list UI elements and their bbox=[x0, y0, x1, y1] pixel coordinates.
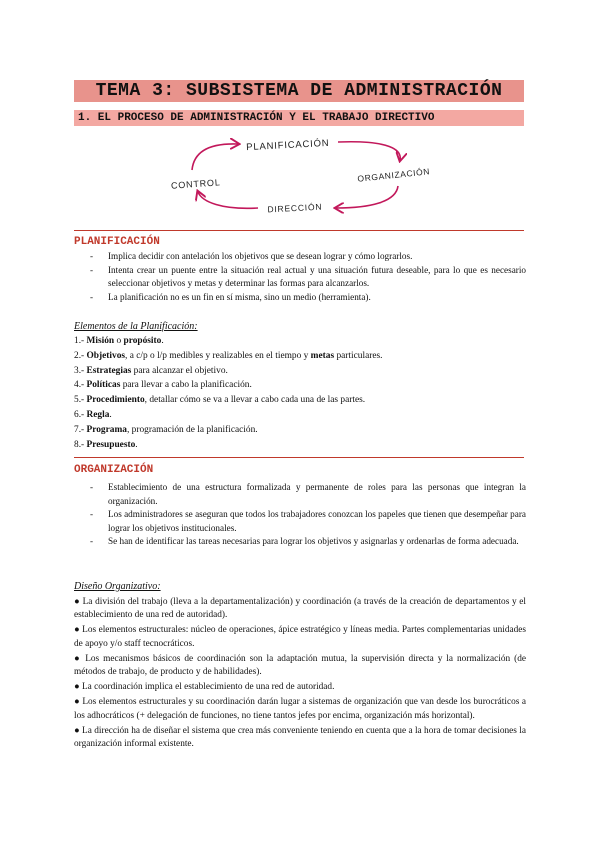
list-item: - Establecimiento de una estructura formalizada y permanente de roles para las personas que integran la organización. bbox=[88, 481, 526, 508]
heading-planificacion: PLANIFICACIÓN bbox=[74, 236, 160, 248]
stage-planificacion: PLANIFICACIÓN bbox=[246, 137, 330, 154]
list-item: ● La dirección ha de diseñar el sistema que crea más conveniente teniendo en cuenta que a la hora de tomar decisiones la organización informal existente. bbox=[74, 725, 526, 749]
divider bbox=[74, 230, 524, 231]
list-item: 7.- Programa, programación de la planificación. bbox=[74, 424, 258, 435]
list-item: ● Los elementos estructurales y su coordinación darán lugar a sistemas de organización que van desde los burocráticos a los adhocráticos (+ delegación de funciones, no tiene tantos jefes por encima, organización más horizontal). bbox=[74, 697, 526, 721]
page-title: TEMA 3: SUBSISTEMA DE ADMINISTRACIÓN bbox=[74, 80, 524, 102]
section-title: 1. EL PROCESO DE ADMINISTRACIÓN Y EL TRABAJO DIRECTIVO bbox=[74, 110, 524, 126]
list-item: 3.- Estrategias para alcanzar el objetivo. bbox=[74, 365, 228, 376]
list-item: - Los administradores se aseguran que todos los trabajadores conozcan los papeles que tienen que desempeñar para lograr los objetivos institucionales. bbox=[88, 508, 526, 535]
elements-list bbox=[74, 334, 383, 452]
arrow-org-to-dir bbox=[336, 186, 398, 208]
heading-organizacion: ORGANIZACIÓN bbox=[74, 464, 154, 476]
design-subtitle: Diseño Organizativo: bbox=[74, 581, 161, 592]
stage-direccion: DIRECCIÓN bbox=[267, 201, 323, 215]
list-item: 1.- Misión o propósito. bbox=[74, 336, 164, 346]
list-item: - La planificación no es un fin en sí misma, sino un medio (herramienta). bbox=[88, 291, 526, 305]
arrow-dir-to-ctrl bbox=[198, 192, 258, 208]
list-item: ● Los elementos estructurales: núcleo de operaciones, ápice estratégico y líneas media. Partes complementarias unidades de apoyo y/o staff tecnocráticos. bbox=[74, 625, 526, 649]
list-item: 2.- Objetivos, a c/p o l/p medibles y realizables en el tiempo y metas particulares. bbox=[74, 350, 383, 361]
list-item: - Implica decidir con antelación los objetivos que se desean lograr y cómo lograrlos. bbox=[88, 250, 526, 264]
list-item: 8.- Presupuesto. bbox=[74, 439, 138, 450]
list-item: - Se han de identificar las tareas necesarias para lograr los objetivos y asignarlas y ordenarlas de forma adecuada. bbox=[88, 535, 526, 549]
arrow-plan-to-org bbox=[338, 142, 400, 160]
divider bbox=[74, 457, 524, 458]
list-item: ● La división del trabajo (lleva a la departamentalización) y coordinación (a través de la creación de departamentos y el establecimiento de una red de autoridad). bbox=[74, 597, 526, 621]
list-item: 5.- Procedimiento, detallar cómo se va a llevar a cabo cada una de las partes. bbox=[74, 395, 366, 406]
management-cycle-diagram bbox=[150, 128, 450, 228]
list-item: ● Los mecanismos básicos de coordinación son la adaptación mutua, la supervisión directa y la normalización (de métodos de trabajo, de producto y de habilidades). bbox=[74, 653, 526, 678]
list-item: - Intenta crear un puente entre la situación real actual y una situación futura deseable, para lo que es necesario seleccionar objetivos y metas y determinar las formas para alcanzarlos. bbox=[88, 264, 526, 291]
organizacion-bullets bbox=[88, 481, 526, 549]
arrow-ctrl-to-plan bbox=[192, 144, 238, 170]
list-item: 6.- Regla. bbox=[74, 409, 112, 420]
list-item: 4.- Políticas para llevar a cabo la planificación. bbox=[74, 380, 252, 391]
design-list bbox=[74, 596, 526, 753]
stage-control: CONTROL bbox=[170, 177, 221, 191]
stage-organizacion: ORGANIZACIÓN bbox=[356, 166, 431, 184]
elements-subtitle: Elementos de la Planificación: bbox=[74, 321, 198, 332]
planificacion-bullets bbox=[88, 250, 526, 304]
list-item: ● La coordinación implica el establecimiento de una red de autoridad. bbox=[74, 682, 335, 693]
